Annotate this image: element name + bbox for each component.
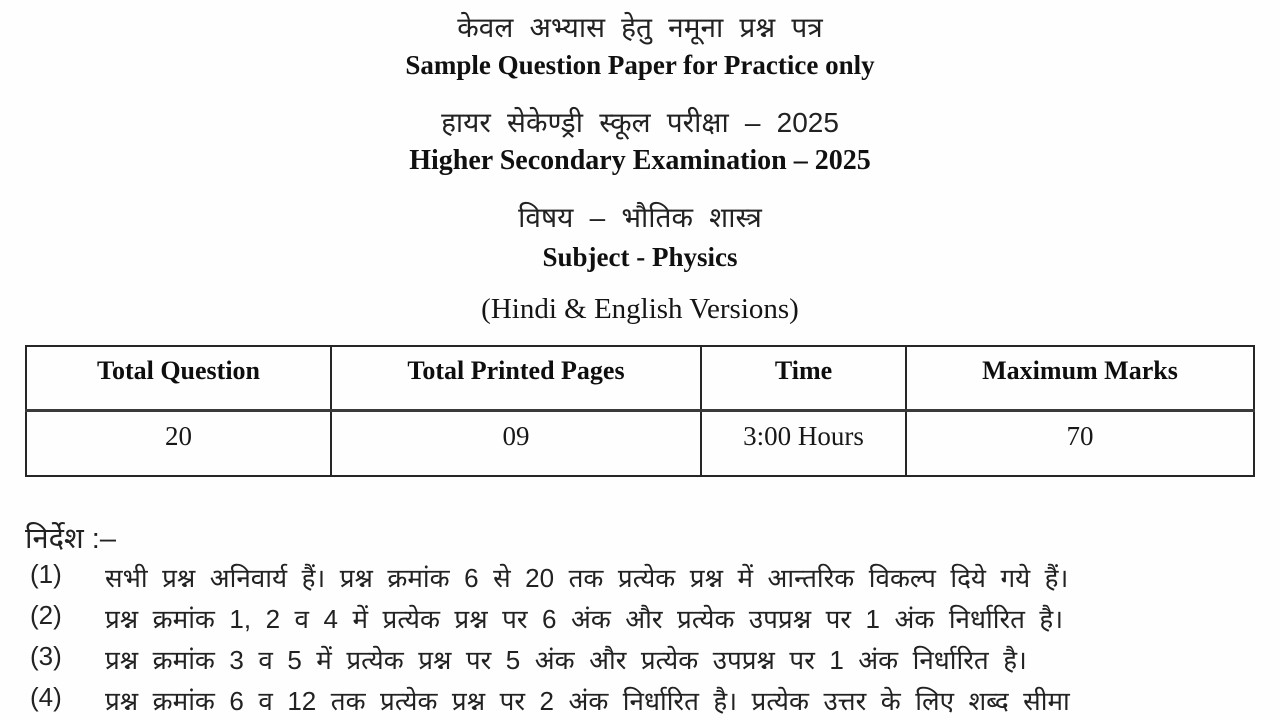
instructions-heading: निर्देश :– [25,523,116,555]
subject-hindi: विषय – भौतिक शास्त्र [518,202,762,233]
value-total-question: 20 [26,410,331,476]
versions-note: (Hindi & English Versions) [481,293,799,325]
instruction-text: सभी प्रश्न अनिवार्य हैं। प्रश्न क्रमांक 6 से 20 तक प्रत्येक प्रश्न में आन्तरिक विकल्प दिये गये हैं। [105,563,1069,593]
value-time: 3:00 Hours [701,410,906,476]
table-header-row [26,346,1254,410]
table-value-row [26,410,1254,476]
header-maximum-marks: Maximum Marks [906,346,1254,410]
header-total-question: Total Question [26,346,331,410]
instruction-number: (4) [30,682,62,712]
instruction-text: प्रश्न क्रमांक 6 व 12 तक प्रत्येक प्रश्न पर 2 अंक निर्धारित है। प्रत्येक उत्तर के लिए शब्द सीमा [105,686,1070,716]
instruction-number: (2) [30,600,62,630]
paper-title-english: Sample Question Paper for Practice only [405,50,875,80]
paper-title-hindi: केवल अभ्यास हेतु नमूना प्रश्न पत्र [457,12,823,43]
value-maximum-marks: 70 [906,410,1254,476]
instruction-text: प्रश्न क्रमांक 3 व 5 में प्रत्येक प्रश्न पर 5 अंक और प्रत्येक उपप्रश्न पर 1 अंक निर्धारित है। [105,645,1027,675]
exam-name-hindi: हायर सेकेण्ड्री स्कूल परीक्षा – 2025 [441,107,839,138]
instruction-text: प्रश्न क्रमांक 1, 2 व 4 में प्रत्येक प्रश्न पर 6 अंक और प्रत्येक उपप्रश्न पर 1 अंक निर्धारित है। [105,604,1064,634]
exam-info-table [25,345,1255,477]
instruction-number: (3) [30,641,62,671]
header-total-printed-pages: Total Printed Pages [331,346,701,410]
header-time: Time [701,346,906,410]
value-total-printed-pages: 09 [331,410,701,476]
subject-english: Subject - Physics [542,242,738,272]
instruction-number: (1) [30,559,62,589]
exam-name-english: Higher Secondary Examination – 2025 [409,145,871,176]
